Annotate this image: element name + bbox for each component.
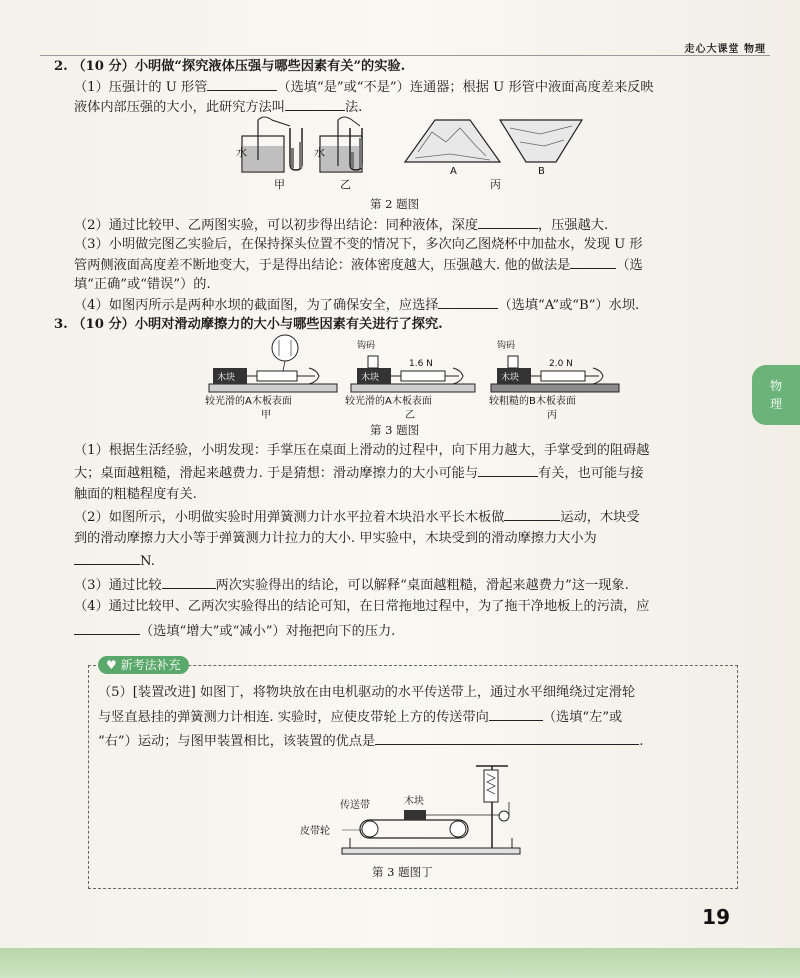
q3-p1-text-a: 大；桌面越粗糙，滑起来越费力. 于是猜想：滑动摩擦力的大小可能与 — [74, 466, 479, 481]
fig2-label-jia: 甲 — [274, 178, 285, 191]
figure-3 — [205, 334, 625, 420]
fig2-label-b: B — [538, 166, 545, 177]
pressure-gauge-jia — [242, 117, 302, 172]
q3-p1-text-b: 有关，也可能与接 — [538, 466, 644, 481]
figure-3-ding — [300, 752, 530, 860]
setup-bing — [491, 339, 619, 392]
q3-p3-text-a: （3）通过比较 — [74, 578, 162, 593]
supp-text-d: . — [639, 734, 644, 749]
fig3-force-2: 2.0 N — [549, 359, 573, 369]
q2-p3-text-a: 管两侧液面高度差不断地变大，于是得出结论：液体密度越大，压强越大. 他的做法是 — [74, 258, 571, 273]
q3-p4-line2 — [74, 622, 395, 640]
answer-blank[interactable] — [285, 98, 345, 111]
page-number: 19 — [702, 905, 730, 929]
fig2-water-label-2: 水 — [314, 146, 325, 159]
q2-p2-text-a: （2）通过比较甲、乙两图实验，可以初步得出结论：同种液体，深度 — [74, 218, 479, 233]
q2-title: 2. （10 分）小明做“探究液体压强与哪些因素有关”的实验. — [54, 59, 406, 74]
q3-p3-text-b: 两次实验得出的结论，可以解释“桌面越粗糙，滑起来越费力”这一现象. — [215, 578, 629, 593]
answer-blank[interactable] — [478, 464, 538, 477]
supplement-badge-label: 新考法补充 — [120, 658, 181, 672]
answer-blank[interactable] — [478, 216, 538, 229]
fig3-hook-label-2: 钩码 — [497, 341, 516, 351]
figure-3-ding-caption: 第 3 题图丁 — [372, 865, 433, 879]
fig3-label-yi: 乙 — [405, 410, 415, 421]
subject-tab-char-2: 理 — [769, 397, 782, 411]
fig2-label-yi: 乙 — [340, 178, 351, 191]
fig-ding-conveyor-label: 传送带 — [340, 800, 370, 811]
q3-p2-text-c: N. — [140, 554, 155, 569]
q3-p2-line3 — [74, 552, 155, 570]
fixed-pulley-icon — [499, 811, 509, 821]
q2-p1-text-d: 法. — [345, 100, 363, 115]
q2-p4-text-b: （选填“A”或“B”）水坝. — [498, 298, 640, 313]
q3-p2-text-a: （2）如图所示，小明做实验时用弹簧测力计水平拉着木块沿水平长木板做 — [74, 510, 505, 525]
q2-p4-text-a: （4）如图丙所示是两种水坝的截面图，为了确保安全，应选择 — [74, 298, 439, 313]
q3-p2-line2: 到的滑动摩擦力大小等于弹簧测力计拉力的大小. 甲实验中，木块受到的滑动摩擦力大小为 — [74, 531, 597, 546]
magnifier-icon — [272, 335, 298, 361]
setup-yi — [351, 339, 475, 392]
supp-text-b: （选填“左”或 — [542, 710, 623, 725]
pressure-gauge-yi — [320, 117, 362, 172]
supp-text-a: 与竖直悬挂的弹簧测力计相连. 实验时，应使皮带轮上方的传送带向 — [98, 710, 489, 725]
answer-blank[interactable] — [489, 708, 543, 721]
subject-tab[interactable] — [752, 365, 800, 425]
setup-jia — [209, 335, 337, 392]
q3-p4-line1: （4）通过比较甲、乙两次实验得出的结论可知，在日常拖地过程中，为了拖干净地板上的污渍，应 — [74, 599, 650, 614]
fig3-hook-label-1: 钩码 — [357, 341, 376, 351]
q3-p1-line3: 触面的粗糙程度有关. — [74, 487, 197, 502]
bottom-strip — [0, 948, 800, 978]
q3-p2-text-b: 运动，木块受 — [560, 510, 640, 525]
q2-p2-text-b: ，压强越大. — [538, 218, 609, 233]
answer-blank[interactable] — [74, 622, 140, 635]
q2-p3-line2 — [74, 256, 643, 274]
hook-weight-icon — [368, 356, 378, 368]
figure-2-caption: 第 2 题图 — [370, 197, 420, 211]
q2-p4-line — [74, 296, 639, 314]
fig3-surface-1: 较光滑的A木板表面 — [205, 396, 292, 407]
answer-blank[interactable] — [438, 296, 498, 309]
q3-p2-line1 — [74, 508, 640, 526]
supp-line3 — [98, 732, 643, 750]
subject-tab-char-1: 物 — [769, 379, 782, 393]
q2-p3-line3: 填“正确”或“错误”）的. — [74, 277, 211, 292]
q2-p1-line — [74, 78, 654, 96]
fig3-block-label-jia: 木块 — [217, 373, 236, 383]
fig-ding-pulley-label: 皮带轮 — [300, 826, 330, 837]
block-icon — [404, 810, 426, 820]
fig3-block-label-yi: 木块 — [361, 373, 380, 383]
fig2-label-a: A — [450, 166, 457, 177]
q3-p3-line — [74, 576, 629, 594]
q3-p4-text-a: （选填“增大”或“减小”）对拖把向下的压力. — [140, 624, 396, 639]
header-divider — [40, 55, 770, 56]
fig3-block-label-bing: 木块 — [501, 373, 520, 383]
fig3-surface-2: 较光滑的A木板表面 — [345, 396, 432, 407]
fig2-water-label-1: 水 — [236, 146, 247, 159]
answer-blank[interactable] — [207, 78, 277, 91]
q2-p1-text-b: （选填“是”或“不是”）连通器；根据 U 形管中液面高度差来反映 — [277, 80, 654, 95]
answer-blank[interactable] — [74, 552, 140, 565]
q2-p3-line1: （3）小明做完图乙实验后，在保持探头位置不变的情况下，多次向乙图烧杯中加盐水，发现 U 形 — [74, 237, 643, 252]
answer-blank[interactable] — [504, 508, 560, 521]
fig3-surface-3: 较粗糙的B木板表面 — [489, 396, 576, 407]
fig2-label-bing: 丙 — [490, 178, 501, 191]
fig3-label-bing: 丙 — [547, 410, 557, 421]
fig3-label-jia: 甲 — [261, 410, 271, 421]
fig3-force-1: 1.6 N — [409, 359, 433, 369]
q2-p2-line — [74, 216, 608, 234]
supp-line1: （5）[装置改进] 如图丁，将物块放在由电机驱动的水平传送带上，通过水平细绳绕过定滑轮 — [98, 685, 636, 700]
supp-line2 — [98, 708, 622, 726]
figure-3-caption: 第 3 题图 — [370, 423, 420, 437]
figure-2 — [220, 112, 600, 192]
supp-text-c: “右”）运动；与图甲装置相比，该装置的优点是 — [98, 734, 376, 749]
answer-blank[interactable] — [375, 732, 639, 745]
spring-scale-icon — [257, 371, 297, 381]
q2-p3-text-b: （选 — [616, 258, 643, 273]
q3-p1-line1: （1）根据生活经验，小明发现：手掌压在桌面上滑动的过程中，向下用力越大，手掌受到的阻碍越 — [74, 443, 650, 458]
answer-blank[interactable] — [162, 576, 216, 589]
q3-p1-line2 — [74, 464, 644, 482]
q2-p1-text-c: 液体内部压强的大小，此研究方法叫 — [74, 100, 285, 115]
supplement-badge: ♥ 新考法补充 — [98, 656, 189, 674]
answer-blank[interactable] — [570, 256, 616, 269]
q2-p1-text-a: （1）压强计的 U 形管 — [74, 80, 208, 95]
q3-title: 3. （10 分）小明对滑动摩擦力的大小与哪些因素有关进行了探究. — [54, 317, 443, 332]
hanging-spring-scale-icon — [484, 770, 498, 802]
header-title: 走心大课堂 物理 — [684, 44, 766, 55]
fig-ding-block-label: 木块 — [404, 796, 424, 807]
belt-pulley-icon — [362, 821, 378, 837]
